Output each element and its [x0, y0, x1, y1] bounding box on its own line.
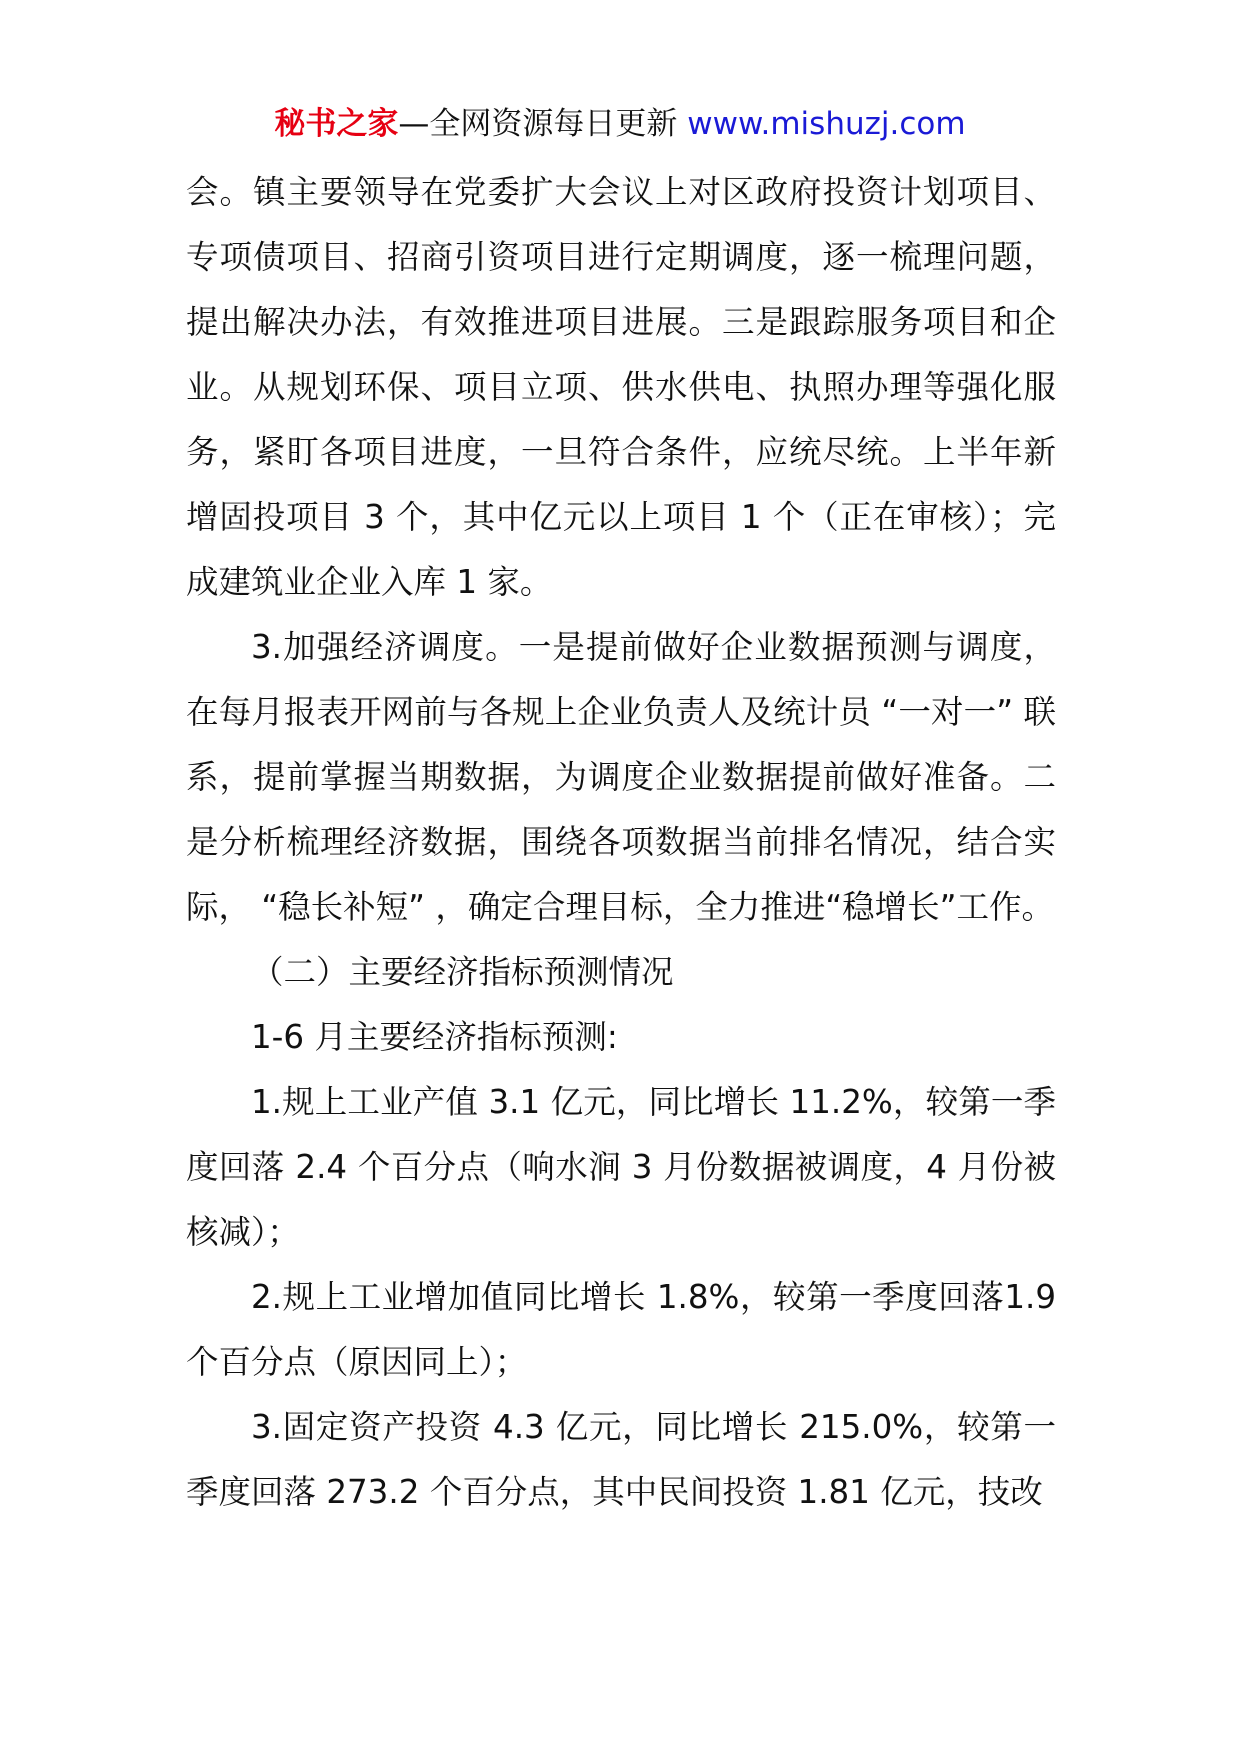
paragraph-fixed-assets: 3.固定资产投资 4.3 亿元，同比增长 215.0%，较第一季度回落 273.2 个百分点，其中民间投资 1.81 亿元，技改	[186, 1408, 1056, 1511]
paragraph-value-added: 2.规上工业增加值同比增长 1.8%，较第一季度回落1.9 个百分点（原因同上）；	[186, 1278, 1056, 1381]
paragraph-industrial-output: 1.规上工业产值 3.1 亿元，同比增长 11.2%，较第一季度回落 2.4 个百分点（响水涧 3 月份数据被调度，4 月份被核减）；	[186, 1083, 1056, 1251]
paragraph-economic-dispatch: 3.加强经济调度。一是提前做好企业数据预测与调度，在每月报表开网前与各规上企业负责人及统计员 “一对一” 联系，提前掌握当期数据，为调度企业数据提前做好准备。二是分析梳理经济数据，围绕各项数据当前排名情况，结合实际， “稳长补短” ，确定合理目标，全力推进“稳增长”工作。	[186, 628, 1056, 926]
document-body	[186, 160, 1056, 1525]
site-header	[0, 104, 1240, 144]
site-brand: 秘书之家	[274, 106, 399, 142]
paragraph-forecast-intro: 1-6 月主要经济指标预测:	[251, 1018, 618, 1056]
site-tagline: —全网资源每日更新	[398, 106, 688, 142]
section-heading: （二）主要经济指标预测情况	[251, 953, 674, 991]
paragraph-continuation: 会。镇主要领导在党委扩大会议上对区政府投资计划项目、专项债项目、招商引资项目进行定期调度，逐一梳理问题，提出解决办法，有效推进项目进展。三是跟踪服务项目和企业。从规划环保、项目立项、供水供电、执照办理等强化服务，紧盯各项目进度，一旦符合条件，应统尽统。上半年新增固投项目 3 个，其中亿元以上项目 1 个（正在审核）；完成建筑业企业入库 1 家。	[186, 173, 1056, 601]
site-url-link[interactable]: www.mishuzj.com	[687, 106, 966, 142]
